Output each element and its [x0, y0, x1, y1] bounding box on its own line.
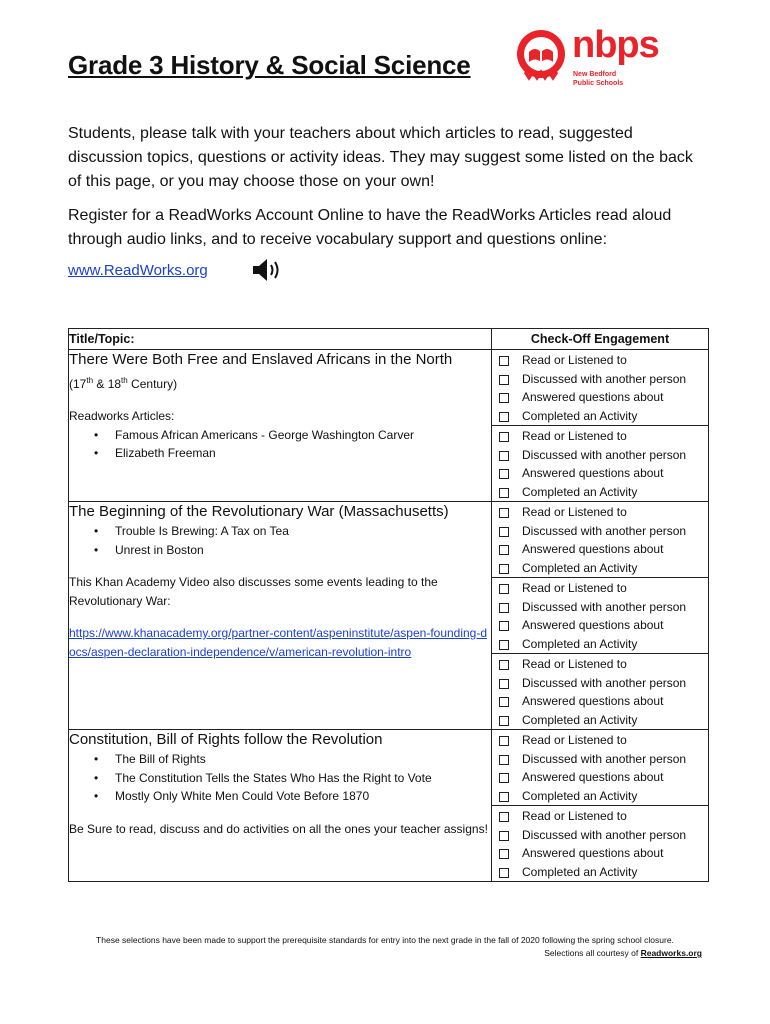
checklist-item[interactable]: Answered questions about — [492, 540, 708, 559]
footer-note: These selections have been made to support the prerequisite standards for entry into the next grade in the fall of 2020 following the spring school closure. — [96, 935, 674, 945]
teacher-note: Be Sure to read, discuss and do activities on all the ones your teacher assigns! — [69, 821, 488, 836]
speaker-icon[interactable] — [250, 256, 284, 284]
checklist-item[interactable]: Read or Listened to — [492, 731, 708, 750]
checkbox[interactable] — [499, 736, 509, 746]
articles-label: Readworks Articles: — [69, 409, 175, 423]
logo-brand-text: nbps — [572, 24, 659, 66]
checklist-group — [492, 350, 708, 426]
checkbox[interactable] — [499, 356, 509, 366]
checklist-item[interactable]: Discussed with another person — [492, 674, 708, 693]
checkbox[interactable] — [499, 545, 509, 555]
topic-cell — [69, 730, 492, 882]
checklist-item[interactable]: Read or Listened to — [492, 427, 708, 446]
checkbox[interactable] — [499, 792, 509, 802]
checkbox[interactable] — [499, 451, 509, 461]
checklist-item[interactable]: Completed an Activity — [492, 863, 708, 882]
topic-title: There Were Both Free and Enslaved Africans in the North — [69, 351, 453, 368]
checklist-item[interactable]: Discussed with another person — [492, 826, 708, 845]
checklist-item[interactable]: Answered questions about — [492, 388, 708, 407]
checkbox[interactable] — [499, 432, 509, 442]
checklist-item[interactable]: Answered questions about — [492, 464, 708, 483]
checklist-item[interactable]: Completed an Activity — [492, 559, 708, 578]
topics-table — [68, 328, 709, 882]
checkbox[interactable] — [499, 412, 509, 422]
topic-column-header: Title/Topic: — [69, 329, 492, 350]
checklist-group — [492, 578, 708, 654]
article-list — [69, 750, 491, 806]
list-item: • Mostly Only White Men Could Vote Before 1870 — [115, 787, 491, 806]
list-item: • Unrest in Boston — [115, 541, 491, 560]
checklist-group — [492, 806, 708, 881]
checkbox[interactable] — [499, 868, 509, 878]
checkbox[interactable] — [499, 716, 509, 726]
checkbox[interactable] — [499, 393, 509, 403]
list-item: • Famous African Americans - George Washington Carver — [115, 426, 491, 445]
checkbox[interactable] — [499, 621, 509, 631]
checkbox[interactable] — [499, 640, 509, 650]
list-item: • Elizabeth Freeman — [115, 444, 491, 463]
topic-title: The Beginning of the Revolutionary War (Massachusetts) — [69, 503, 449, 520]
checkbox[interactable] — [499, 812, 509, 822]
checkbox[interactable] — [499, 564, 509, 574]
checkbox[interactable] — [499, 527, 509, 537]
checklist-item[interactable]: Completed an Activity — [492, 635, 708, 654]
topic-cell — [69, 350, 492, 502]
checklist-group — [492, 502, 708, 578]
table-row — [69, 730, 709, 882]
checkbox[interactable] — [499, 584, 509, 594]
checklist-item[interactable]: Discussed with another person — [492, 750, 708, 769]
topic-subtitle: (17th & 18th Century) — [69, 376, 178, 391]
checklist-item[interactable]: Discussed with another person — [492, 370, 708, 389]
check-cell — [492, 350, 709, 502]
checklist-item[interactable]: Discussed with another person — [492, 446, 708, 465]
checklist-item[interactable]: Answered questions about — [492, 768, 708, 787]
khan-academy-link[interactable]: https://www.khanacademy.org/partner-content/aspeninstitute/aspen-founding-docs/aspen-declaration-independence/v/american-revolution-intro — [69, 626, 488, 659]
checkbox[interactable] — [499, 831, 509, 841]
table-row — [69, 502, 709, 730]
article-list — [69, 522, 491, 559]
checkbox[interactable] — [499, 773, 509, 783]
nbps-logo — [515, 24, 675, 90]
checklist-item[interactable]: Discussed with another person — [492, 598, 708, 617]
checkbox[interactable] — [499, 755, 509, 765]
list-item: • Trouble Is Brewing: A Tax on Tea — [115, 522, 491, 541]
list-item: • The Bill of Rights — [115, 750, 491, 769]
checklist-group — [492, 426, 708, 501]
checkbox[interactable] — [499, 469, 509, 479]
school-seal-icon — [515, 28, 571, 84]
checklist-group — [492, 654, 708, 729]
checklist-item[interactable]: Completed an Activity — [492, 711, 708, 730]
checkbox[interactable] — [499, 660, 509, 670]
logo-subtitle: New Bedford Public Schools — [573, 71, 624, 87]
checklist-item[interactable]: Answered questions about — [492, 616, 708, 635]
readworks-link[interactable]: www.ReadWorks.org — [68, 262, 208, 279]
check-cell — [492, 730, 709, 882]
topic-cell — [69, 502, 492, 730]
check-column-header: Check-Off Engagement — [492, 329, 709, 350]
checklist-item[interactable]: Read or Listened to — [492, 579, 708, 598]
register-paragraph: Register for a ReadWorks Account Online to have the ReadWorks Articles read aloud through audio links, and to receive vocabulary support and questions online: — [68, 207, 672, 248]
checkbox[interactable] — [499, 375, 509, 385]
checklist-item[interactable]: Answered questions about — [492, 844, 708, 863]
checkbox[interactable] — [499, 508, 509, 518]
table-header-row — [69, 329, 709, 350]
checklist-item[interactable]: Completed an Activity — [492, 407, 708, 426]
readworks-credit-link[interactable]: Readworks.org — [640, 948, 702, 958]
page-title: Grade 3 History & Social Science — [68, 50, 471, 80]
checkbox[interactable] — [499, 603, 509, 613]
khan-note: This Khan Academy Video also discusses some events leading to the Revolutionary War: — [69, 575, 438, 608]
checklist-item[interactable]: Read or Listened to — [492, 807, 708, 826]
intro-paragraph: Students, please talk with your teachers about which articles to read, suggested discussion topics, questions or activity ideas. They may suggest some listed on the back of this page, or you may choose those on your own! — [68, 125, 693, 190]
checklist-item[interactable]: Read or Listened to — [492, 351, 708, 370]
checklist-item[interactable]: Read or Listened to — [492, 503, 708, 522]
checklist-item[interactable]: Completed an Activity — [492, 483, 708, 502]
checklist-item[interactable]: Read or Listened to — [492, 655, 708, 674]
checkbox[interactable] — [499, 697, 509, 707]
article-list — [69, 426, 491, 463]
checklist-item[interactable]: Completed an Activity — [492, 787, 708, 806]
check-cell — [492, 502, 709, 730]
topic-title: Constitution, Bill of Rights follow the Revolution — [69, 731, 383, 748]
footer-credit: Selections all courtesy of Readworks.org — [544, 948, 702, 958]
checkbox[interactable] — [499, 488, 509, 498]
checkbox[interactable] — [499, 679, 509, 689]
checkbox[interactable] — [499, 849, 509, 859]
checklist-item[interactable]: Discussed with another person — [492, 522, 708, 541]
list-item: • The Constitution Tells the States Who Has the Right to Vote — [115, 769, 491, 788]
checklist-item[interactable]: Answered questions about — [492, 692, 708, 711]
checklist-group — [492, 730, 708, 806]
table-row — [69, 350, 709, 502]
